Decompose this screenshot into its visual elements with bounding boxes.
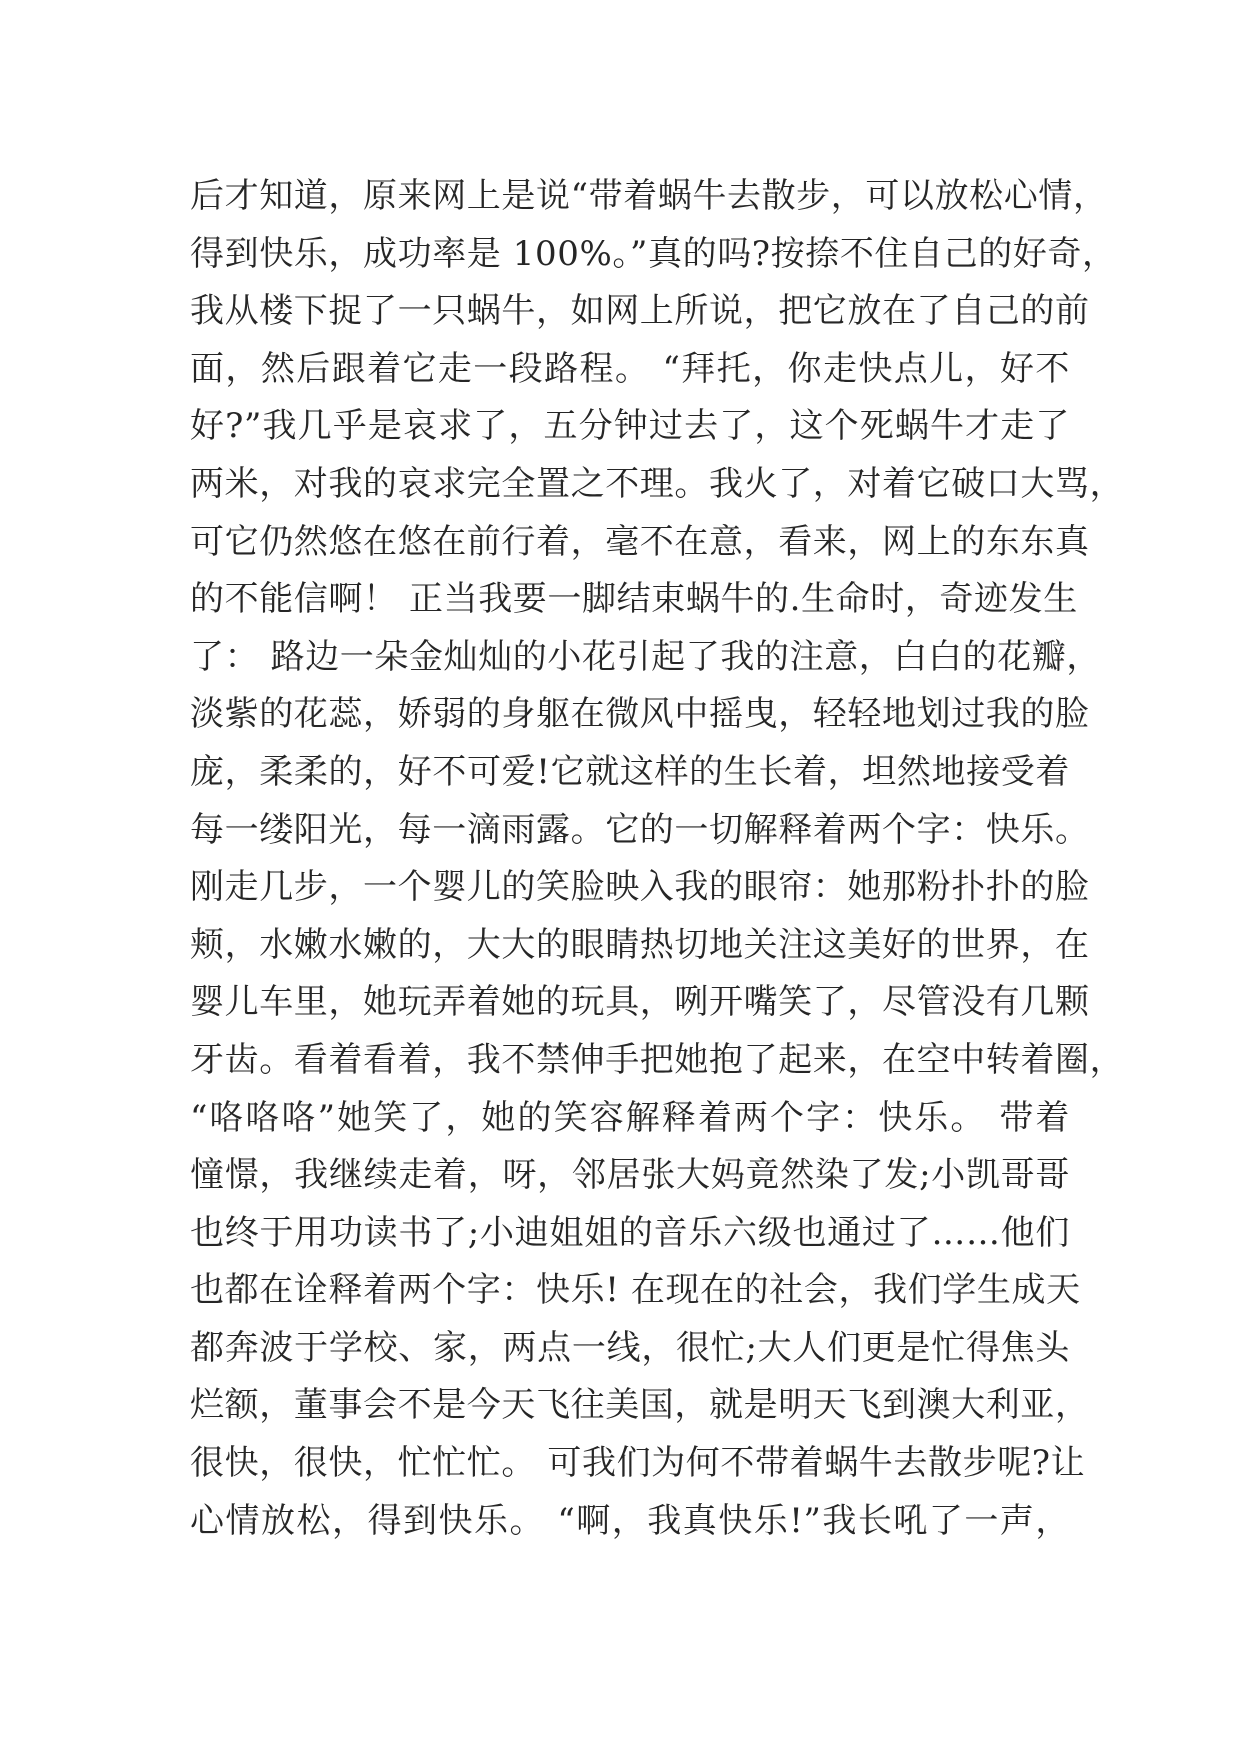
- text-line: 每一缕阳光，每一滴雨露。它的一切解释着两个字：快乐。: [190, 809, 1090, 850]
- text-line: 都奔波于学校、家，两点一线，很忙;大人们更是忙得焦头: [190, 1327, 1070, 1368]
- text-line: 也终于用功读书了;小迪姐姐的音乐六级也通过了……他们: [190, 1212, 1070, 1253]
- text-line: 颊，水嫩水嫩的，大大的眼睛热切地关注这美好的世界，在: [190, 924, 1090, 965]
- text-line: 庞，柔柔的，好不可爱!它就这样的生长着，坦然地接受着: [190, 751, 1070, 792]
- text-line: 可它仍然悠在悠在前行着，毫不在意，看来，网上的东东真: [190, 521, 1090, 562]
- text-line: 很快，很快，忙忙忙。 可我们为何不带着蜗牛去散步呢?让: [190, 1443, 1086, 1484]
- text-line: 婴儿车里，她玩弄着她的玩具，咧开嘴笑了，尽管没有几颗: [190, 982, 1090, 1023]
- essay-text-block: [190, 168, 1125, 1550]
- text-line: 烂额，董事会不是今天飞往美国，就是明天飞到澳大利亚，: [190, 1385, 1090, 1426]
- text-line: 得到快乐，成功率是 100%。”真的吗?按捺不住自己的好奇，: [190, 233, 1117, 274]
- text-line: 面，然后跟着它走一段路程。 “拜托，你走快点儿，好不: [190, 348, 1070, 389]
- text-line: 我从楼下捉了一只蜗牛，如网上所说，把它放在了自己的前: [190, 291, 1090, 332]
- text-line: 刚走几步，一个婴儿的笑脸映入我的眼帘：她那粉扑扑的脸: [190, 867, 1090, 908]
- text-line: 也都在诠释着两个字：快乐! 在现在的社会，我们学生成天: [190, 1270, 1081, 1311]
- text-line: 好?”我几乎是哀求了，五分钟过去了，这个死蜗牛才走了: [190, 406, 1070, 447]
- text-line: 牙齿。看着看着，我不禁伸手把她抱了起来，在空中转着圈，: [190, 1039, 1125, 1080]
- text-line: 憧憬，我继续走着，呀，邻居张大妈竟然染了发;小凯哥哥: [190, 1155, 1070, 1196]
- text-line: 的不能信啊！ 正当我要一脚结束蜗牛的.生命时，奇迹发生: [190, 579, 1078, 620]
- text-line: “咯咯咯”她笑了，她的笑容解释着两个字：快乐。 带着: [190, 1097, 1070, 1138]
- text-line: 淡紫的花蕊，娇弱的身躯在微风中摇曳，轻轻地划过我的脸: [190, 694, 1090, 735]
- text-line: 了： 路边一朵金灿灿的小花引起了我的注意，白白的花瓣，: [190, 636, 1102, 677]
- text-line: 两米，对我的哀求完全置之不理。我火了，对着它破口大骂，: [190, 463, 1125, 504]
- text-line: 后才知道，原来网上是说“带着蜗牛去散步，可以放松心情，: [190, 176, 1108, 216]
- text-line: 心情放松，得到快乐。 “啊，我真快乐!”我长吼了一声，: [190, 1500, 1070, 1541]
